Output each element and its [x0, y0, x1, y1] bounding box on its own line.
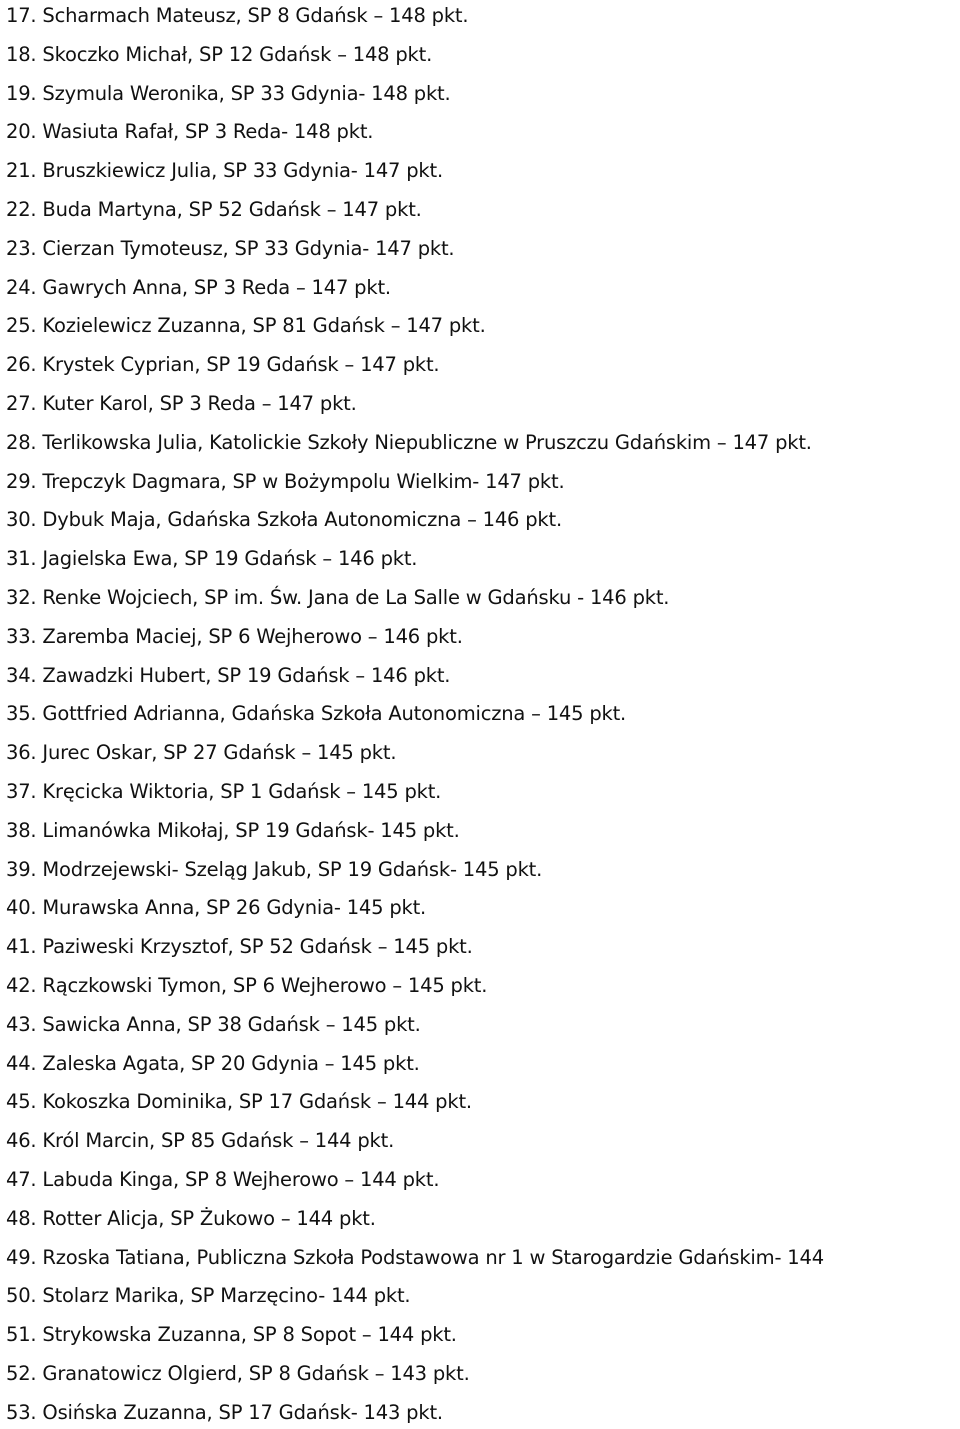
entry-text: Murawska Anna, SP 26 Gdynia- 145 pkt. [42, 896, 427, 920]
entry-number: 50. [6, 1284, 37, 1308]
list-item [6, 273, 391, 303]
entry-text: Cierzan Tymoteusz, SP 33 Gdynia- 147 pkt. [42, 236, 455, 260]
list-item [6, 428, 812, 458]
list-item [6, 1087, 472, 1117]
entry-number: 21. [6, 159, 37, 183]
entry-number: 20. [6, 120, 37, 144]
entry-text: Wasiuta Rafał, SP 3 Reda- 148 pkt. [42, 120, 374, 144]
entry-text: Dybuk Maja, Gdańska Szkoła Autonomiczna – 146 pkt. [42, 508, 562, 532]
entry-text: Rotter Alicja, SP Żukowo – 144 pkt. [42, 1206, 376, 1230]
entry-number: 33. [6, 624, 37, 648]
entry-number: 24. [6, 275, 37, 299]
list-item [6, 699, 626, 729]
entry-number: 52. [6, 1362, 37, 1385]
entry-number: 47. [6, 1168, 37, 1191]
entry-number: 35. [6, 702, 37, 726]
entry-text: Szymula Weronika, SP 33 Gdynia- 148 pkt. [42, 81, 451, 105]
list-item [6, 777, 441, 807]
list-item [6, 1126, 394, 1156]
entry-number: 22. [6, 198, 37, 221]
list-item [6, 1049, 420, 1079]
entry-text: Król Marcin, SP 85 Gdańsk – 144 pkt. [42, 1129, 395, 1153]
entry-text: Kręcicka Wiktoria, SP 1 Gdańsk – 145 pkt. [42, 780, 442, 803]
list-item [6, 1243, 824, 1273]
list-item [6, 1281, 410, 1311]
list-item [6, 156, 443, 186]
entry-text: Limanówka Mikołaj, SP 19 Gdańsk- 145 pkt. [42, 818, 460, 842]
entry-number: 34. [6, 663, 37, 687]
entry-number: 26. [6, 353, 37, 377]
list-item [6, 893, 426, 923]
list-item [6, 505, 562, 535]
list-item [6, 234, 454, 264]
entry-number: 29. [6, 469, 37, 493]
list-item [6, 79, 451, 109]
entry-number: 42. [6, 974, 37, 997]
entry-number: 31. [6, 547, 37, 571]
list-item [6, 932, 473, 962]
entry-text: Sawicka Anna, SP 38 Gdańsk – 145 pkt. [42, 1012, 421, 1036]
entry-number: 19. [6, 81, 37, 105]
list-item [6, 661, 450, 691]
list-item [6, 544, 417, 574]
list-item [6, 971, 487, 1001]
entry-text: Zaleska Agata, SP 20 Gdynia – 145 pkt. [42, 1051, 420, 1075]
entry-number: 40. [6, 896, 37, 920]
list-item [6, 1398, 443, 1428]
entry-text: Jurec Oskar, SP 27 Gdańsk – 145 pkt. [42, 741, 397, 765]
list-item [6, 1204, 376, 1234]
entry-number: 39. [6, 857, 37, 881]
list-item [6, 1, 468, 31]
list-item [6, 855, 542, 885]
entry-number: 17. [6, 4, 37, 27]
list-item [6, 738, 396, 768]
entry-text: Krystek Cyprian, SP 19 Gdańsk – 147 pkt. [42, 353, 440, 377]
entry-text: Granatowicz Olgierd, SP 8 Gdańsk – 143 pkt. [42, 1362, 470, 1385]
entry-text: Kuter Karol, SP 3 Reda – 147 pkt. [42, 392, 357, 415]
entry-text: Buda Martyna, SP 52 Gdańsk – 147 pkt. [42, 198, 422, 221]
list-item [6, 117, 373, 147]
entry-text: Modrzejewski- Szeląg Jakub, SP 19 Gdańsk- 145 pkt. [42, 857, 543, 881]
entry-text: Strykowska Zuzanna, SP 8 Sopot – 144 pkt. [42, 1323, 457, 1347]
entry-text: Osińska Zuzanna, SP 17 Gdańsk- 143 pkt. [42, 1400, 443, 1424]
entry-text: Trepczyk Dagmara, SP w Bożympolu Wielkim- 147 pkt. [42, 469, 565, 493]
entry-text: Labuda Kinga, SP 8 Wejherowo – 144 pkt. [42, 1168, 440, 1191]
entry-text: Paziweski Krzysztof, SP 52 Gdańsk – 145 pkt. [42, 935, 473, 959]
entry-number: 41. [6, 935, 37, 959]
entry-text: Scharmach Mateusz, SP 8 Gdańsk – 148 pkt. [42, 4, 469, 27]
entry-number: 38. [6, 818, 37, 842]
list-item [6, 311, 486, 341]
entry-number: 25. [6, 314, 37, 338]
list-item [6, 1320, 457, 1350]
entry-number: 45. [6, 1090, 37, 1114]
entry-number: 53. [6, 1400, 37, 1424]
entry-number: 32. [6, 586, 37, 609]
entry-text: Renke Wojciech, SP im. Św. Jana de La Salle w Gdańsku - 146 pkt. [42, 586, 670, 609]
entry-text: Rzoska Tatiana, Publiczna Szkoła Podstawowa nr 1 w Starogardzie Gdańskim- 144 [42, 1245, 824, 1269]
list-item [6, 350, 439, 380]
entry-text: Terlikowska Julia, Katolickie Szkoły Niepubliczne w Pruszczu Gdańskim – 147 pkt. [42, 430, 812, 454]
entry-number: 23. [6, 236, 37, 260]
list-item [6, 1359, 470, 1389]
entry-number: 46. [6, 1129, 37, 1153]
entry-number: 48. [6, 1206, 37, 1230]
list-item [6, 1010, 421, 1040]
list-item [6, 467, 564, 497]
entry-text: Gawrych Anna, SP 3 Reda – 147 pkt. [42, 275, 391, 299]
entry-number: 27. [6, 392, 37, 415]
entry-number: 37. [6, 780, 37, 803]
list-item [6, 1165, 439, 1195]
entry-number: 49. [6, 1245, 37, 1269]
entry-number: 36. [6, 741, 37, 765]
entry-text: Gottfried Adrianna, Gdańska Szkoła Autonomiczna – 145 pkt. [42, 702, 627, 726]
entry-text: Kokoszka Dominika, SP 17 Gdańsk – 144 pkt. [42, 1090, 472, 1114]
list-item [6, 583, 669, 613]
list-item [6, 389, 357, 419]
list-item [6, 816, 460, 846]
list-item [6, 622, 463, 652]
entry-number: 44. [6, 1051, 37, 1075]
entry-text: Stolarz Marika, SP Marzęcino- 144 pkt. [42, 1284, 411, 1308]
entry-number: 43. [6, 1012, 37, 1036]
list-item [6, 195, 422, 225]
list-item [6, 40, 432, 70]
entry-text: Rączkowski Tymon, SP 6 Wejherowo – 145 pkt. [42, 974, 488, 997]
entry-text: Kozielewicz Zuzanna, SP 81 Gdańsk – 147 pkt. [42, 314, 486, 338]
entry-number: 18. [6, 42, 37, 66]
entry-text: Zawadzki Hubert, SP 19 Gdańsk – 146 pkt. [42, 663, 451, 687]
entry-text: Bruszkiewicz Julia, SP 33 Gdynia- 147 pkt. [42, 159, 443, 183]
entry-text: Skoczko Michał, SP 12 Gdańsk – 148 pkt. [42, 42, 433, 66]
entry-number: 51. [6, 1323, 37, 1347]
entry-text: Zaremba Maciej, SP 6 Wejherowo – 146 pkt. [42, 624, 463, 648]
entry-text: Jagielska Ewa, SP 19 Gdańsk – 146 pkt. [42, 547, 418, 571]
entry-number: 30. [6, 508, 37, 532]
entry-number: 28. [6, 430, 37, 454]
